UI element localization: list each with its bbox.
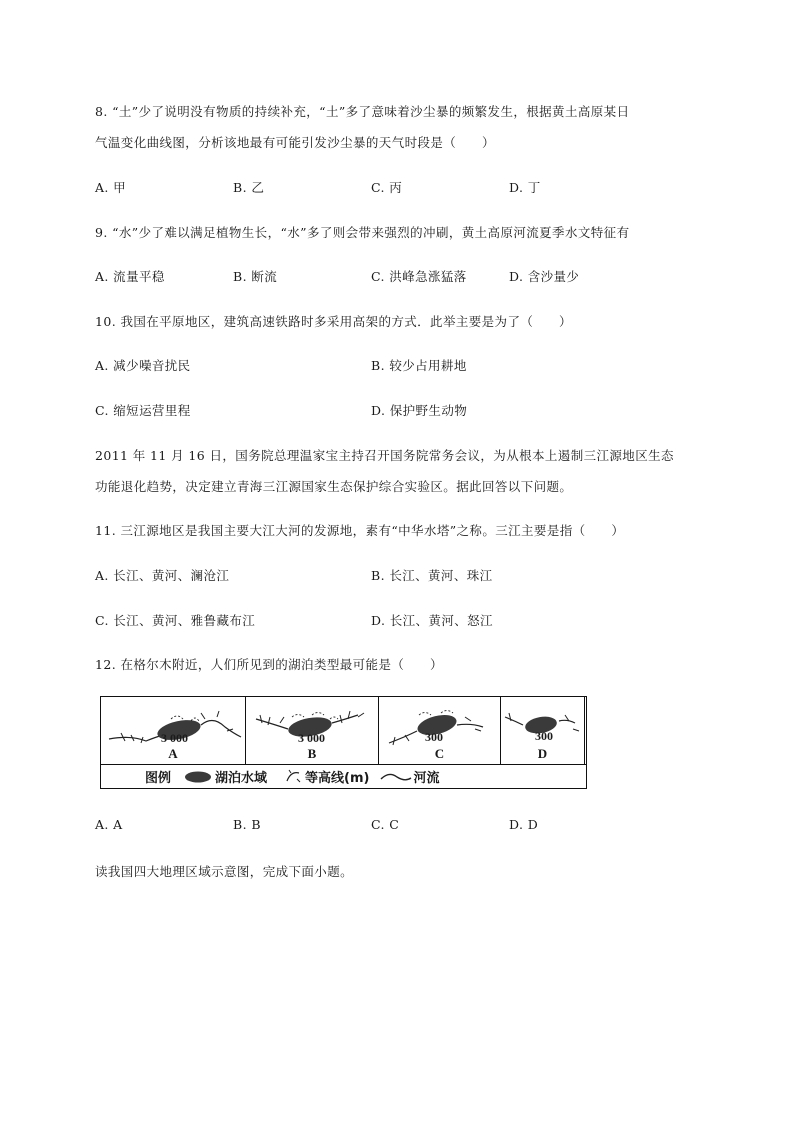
next-section-intro: 读我国四大地理区域示意图，完成下面小题。 — [95, 864, 354, 879]
panel-c-label: C — [434, 746, 445, 761]
panel-b-label: B — [307, 746, 317, 761]
q10-option-a[interactable]: A. 减少噪音扰民 — [95, 358, 191, 373]
q10-stem-line1: 10. 我国在平原地区，建筑高速铁路时多采用高架的方式．此举主要是为了（ ） — [95, 314, 572, 329]
river-symbol-icon — [379, 770, 413, 784]
q10-option-d[interactable]: D. 保护野生动物 — [371, 403, 468, 418]
q11-option-b[interactable]: B. 长江、黄河、珠江 — [371, 568, 493, 583]
q8-stem-line2: 气温变化曲线图，分析该地最有可能引发沙尘暴的天气时段是（ ） — [95, 135, 495, 150]
panel-b — [246, 697, 379, 764]
q8-option-d[interactable]: D. 丁 — [509, 180, 541, 195]
passage-line2: 功能退化趋势，决定建立青海三江源国家生态保护综合实验区。据此回答以下问题。 — [95, 479, 573, 494]
panel-d-elevation: 300 — [535, 729, 553, 743]
legend-river: 河流 — [413, 771, 440, 786]
q8-option-b[interactable]: B. 乙 — [233, 180, 265, 195]
legend-title: 图例 — [145, 771, 172, 786]
q9-option-a[interactable]: A. 流量平稳 — [95, 269, 165, 284]
q11-option-c[interactable]: C. 长江、黄河、雅鲁藏布江 — [95, 613, 256, 628]
q10-option-b[interactable]: B. 较少占用耕地 — [371, 358, 467, 373]
legend-lake: 湖泊水域 — [215, 771, 268, 786]
legend-contour: 等高线(m) — [305, 771, 370, 786]
q11-stem-line1: 11. 三江源地区是我国主要大江大河的发源地，素有“中华水塔”之称。三江主要是指（ ） — [95, 523, 625, 538]
q12-option-a[interactable]: A. A — [95, 817, 123, 832]
lake-type-figure — [100, 696, 587, 789]
q9-stem-line1: 9. “水”少了难以满足植物生长，“水”多了则会带来强烈的冲刷，黄土高原河流夏季水文特征有 — [95, 225, 630, 240]
panel-d-label: D — [537, 746, 548, 761]
q9-option-b[interactable]: B. 断流 — [233, 269, 278, 284]
panel-c — [379, 697, 501, 764]
panel-a-elevation: 3 000 — [161, 731, 188, 745]
q12-stem-line1: 12. 在格尔木附近，人们所见到的湖泊类型最可能是（ ） — [95, 657, 443, 672]
panel-b-elevation: 3 000 — [298, 731, 325, 745]
lake-swatch-icon — [183, 770, 213, 784]
q11-option-d[interactable]: D. 长江、黄河、怒江 — [371, 613, 493, 628]
q12-option-c[interactable]: C. C — [371, 817, 400, 832]
passage-line1: 2011 年 11 月 16 日，国务院总理温家宝主持召开国务院常务会议，为从根本上遏制三江源地区生态 — [95, 448, 674, 463]
q12-option-d[interactable]: D. D — [509, 817, 539, 832]
q8-option-a[interactable]: A. 甲 — [95, 180, 127, 195]
q9-option-c[interactable]: C. 洪峰急涨猛落 — [371, 269, 467, 284]
q8-stem-line1: 8. “土”少了说明没有物质的持续补充，“土”多了意味着沙尘暴的频繁发生，根据黄土高原某日 — [95, 104, 630, 119]
panel-c-elevation: 300 — [425, 730, 443, 744]
figure-legend — [101, 764, 586, 788]
q8-option-c[interactable]: C. 丙 — [371, 180, 403, 195]
q12-option-b[interactable]: B. B — [233, 817, 261, 832]
contour-symbol-icon — [285, 769, 303, 785]
q10-option-c[interactable]: C. 缩短运营里程 — [95, 403, 191, 418]
panel-a — [101, 697, 246, 764]
q11-option-a[interactable]: A. 长江、黄河、澜沧江 — [95, 568, 230, 583]
panel-d — [501, 697, 585, 764]
q9-option-d[interactable]: D. 含沙量少 — [509, 269, 580, 284]
panel-a-label: A — [168, 746, 178, 761]
